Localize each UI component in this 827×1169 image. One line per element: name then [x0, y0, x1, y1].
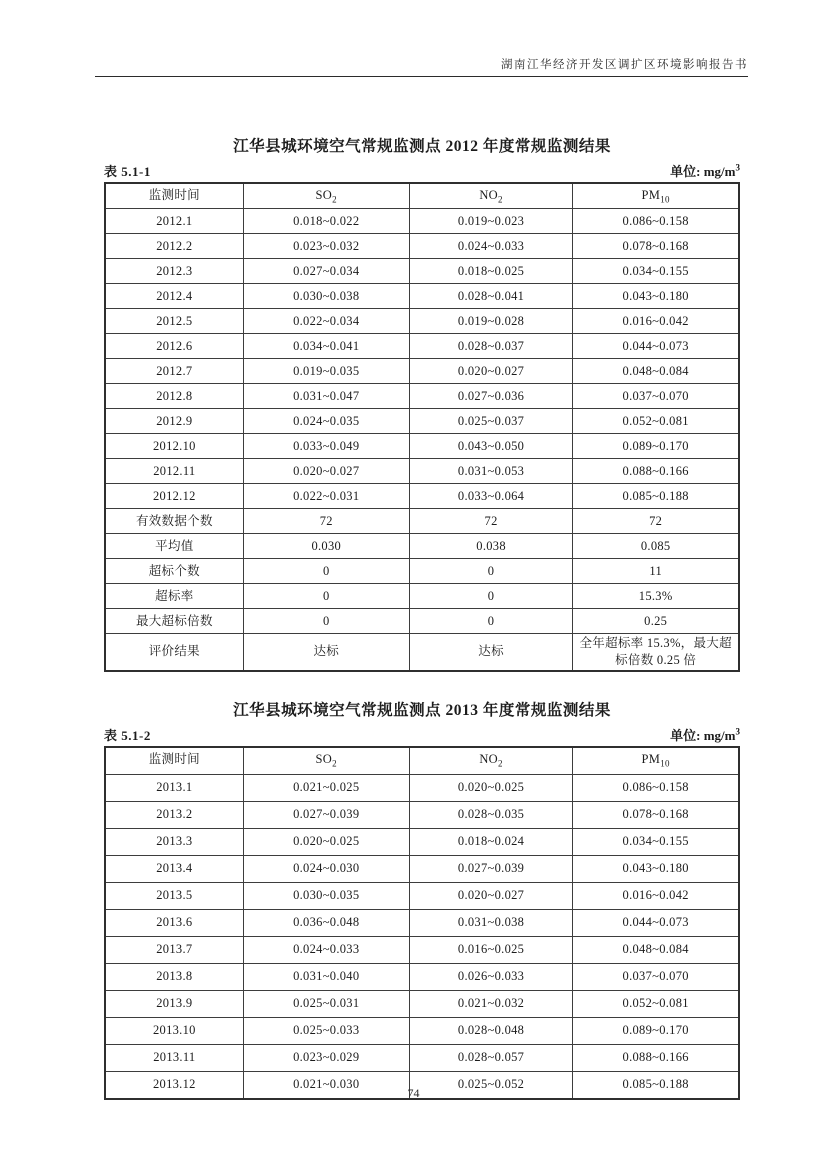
row-header-cell: 2012.1 — [105, 209, 243, 234]
value-cell: 0.044~0.073 — [573, 334, 739, 359]
table1-unit-exponent: 3 — [735, 162, 740, 173]
table-row — [105, 534, 739, 559]
row-header-cell: 2013.10 — [105, 1017, 243, 1044]
value-cell: 0.020~0.027 — [243, 459, 409, 484]
row-header-cell: 2012.3 — [105, 259, 243, 284]
value-cell: 0.038 — [409, 534, 573, 559]
value-cell: 0.020~0.027 — [409, 359, 573, 384]
value-cell: 0.085~0.188 — [573, 1071, 739, 1099]
value-cell: 0 — [409, 609, 573, 634]
table-row — [105, 209, 739, 234]
row-header-cell: 最大超标倍数 — [105, 609, 243, 634]
value-cell: 72 — [243, 509, 409, 534]
value-cell: 0.033~0.049 — [243, 434, 409, 459]
value-cell: 0.018~0.025 — [409, 259, 573, 284]
column-header-pm10: $PM_{10}$ — [573, 747, 739, 775]
table2-unit-exponent: 3 — [735, 726, 740, 737]
row-header-cell: 2013.2 — [105, 801, 243, 828]
row-header-cell: 2012.5 — [105, 309, 243, 334]
value-cell: 0.021~0.030 — [243, 1071, 409, 1099]
row-header-cell: 平均值 — [105, 534, 243, 559]
value-cell: 全年超标率 15.3%，最大超标倍数 0.25 倍 — [573, 634, 739, 671]
value-cell: 0 — [409, 559, 573, 584]
page-content — [104, 134, 740, 1100]
value-cell: 0.018~0.022 — [243, 209, 409, 234]
value-cell: 0.019~0.035 — [243, 359, 409, 384]
table-row — [105, 801, 739, 828]
value-cell: 0.025~0.031 — [243, 990, 409, 1017]
value-cell: 0.023~0.029 — [243, 1044, 409, 1071]
value-cell: 0.048~0.084 — [573, 359, 739, 384]
value-cell: 0.024~0.035 — [243, 409, 409, 434]
table2-header-row — [105, 747, 739, 775]
row-header-cell: 2012.11 — [105, 459, 243, 484]
table2-title: 江华县城环境空气常规监测点 2013 年度常规监测结果 — [233, 701, 611, 719]
table-row — [105, 882, 739, 909]
value-cell: 0.028~0.037 — [409, 334, 573, 359]
row-header-cell: 2013.6 — [105, 909, 243, 936]
column-header-time: 监测时间 — [105, 747, 243, 775]
row-header-cell: 2012.10 — [105, 434, 243, 459]
table-row — [105, 936, 739, 963]
row-header-cell: 有效数据个数 — [105, 509, 243, 534]
value-cell: 0.031~0.053 — [409, 459, 573, 484]
row-header-cell: 2012.4 — [105, 284, 243, 309]
value-cell: 0.023~0.032 — [243, 234, 409, 259]
column-header-no2: $NO_2$ — [409, 747, 573, 775]
table-row — [105, 1044, 739, 1071]
value-cell: 0.030~0.038 — [243, 284, 409, 309]
value-cell: 0.048~0.084 — [573, 936, 739, 963]
table1-header-row — [105, 183, 739, 209]
value-cell: 0.089~0.170 — [573, 434, 739, 459]
value-cell: 0.043~0.180 — [573, 855, 739, 882]
column-header-no2: $NO_2$ — [409, 183, 573, 209]
value-cell: 0.020~0.025 — [243, 828, 409, 855]
value-cell: 0.078~0.168 — [573, 234, 739, 259]
value-cell: 0.034~0.041 — [243, 334, 409, 359]
value-cell: 0.044~0.073 — [573, 909, 739, 936]
row-header-cell: 2013.1 — [105, 774, 243, 801]
row-header-cell: 2013.4 — [105, 855, 243, 882]
value-cell: 0.018~0.024 — [409, 828, 573, 855]
value-cell: 11 — [573, 559, 739, 584]
value-cell: 0.033~0.064 — [409, 484, 573, 509]
value-cell: 0.043~0.050 — [409, 434, 573, 459]
value-cell: 0.086~0.158 — [573, 209, 739, 234]
row-header-cell: 2013.11 — [105, 1044, 243, 1071]
value-cell: 0.020~0.025 — [409, 774, 573, 801]
value-cell: 0.030 — [243, 534, 409, 559]
table-row — [105, 259, 739, 284]
value-cell: 0.025~0.033 — [243, 1017, 409, 1044]
header-report-title: 湖南江华经济开发区调扩区环境影响报告书 — [501, 59, 748, 71]
value-cell: 0.024~0.033 — [243, 936, 409, 963]
value-cell: 0.019~0.028 — [409, 309, 573, 334]
value-cell: 0.028~0.057 — [409, 1044, 573, 1071]
table-row — [105, 609, 739, 634]
table-row — [105, 509, 739, 534]
row-header-cell: 2013.5 — [105, 882, 243, 909]
value-cell: 0.019~0.023 — [409, 209, 573, 234]
table-row — [105, 309, 739, 334]
row-header-cell: 2012.6 — [105, 334, 243, 359]
table2-unit-text: 单位: mg/m — [670, 727, 736, 743]
value-cell: 0.036~0.048 — [243, 909, 409, 936]
monitoring-table-2013 — [104, 746, 740, 1100]
value-cell: 0.027~0.039 — [243, 801, 409, 828]
value-cell: 达标 — [409, 634, 573, 671]
value-cell: 0.026~0.033 — [409, 963, 573, 990]
document-header — [95, 56, 748, 77]
value-cell: 0.085~0.188 — [573, 484, 739, 509]
page-number: 74 — [407, 1086, 420, 1100]
table-row — [105, 284, 739, 309]
row-header-cell: 2013.8 — [105, 963, 243, 990]
row-header-cell: 2013.3 — [105, 828, 243, 855]
value-cell: 0.020~0.027 — [409, 882, 573, 909]
value-cell: 0.021~0.032 — [409, 990, 573, 1017]
value-cell: 0.028~0.035 — [409, 801, 573, 828]
table2-label: 表 5.1-2 — [104, 727, 151, 743]
table1-title: 江华县城环境空气常规监测点 2012 年度常规监测结果 — [233, 138, 611, 155]
value-cell: 0.078~0.168 — [573, 801, 739, 828]
row-header-cell: 2013.7 — [105, 936, 243, 963]
value-cell: 0.016~0.042 — [573, 882, 739, 909]
value-cell: 0.085 — [573, 534, 739, 559]
value-cell: 0.037~0.070 — [573, 384, 739, 409]
table1-unit-text: 单位: mg/m — [670, 164, 736, 179]
table-row — [105, 334, 739, 359]
value-cell: 0 — [409, 584, 573, 609]
value-cell: 达标 — [243, 634, 409, 671]
table1-unit — [670, 161, 740, 180]
row-header-cell: 超标率 — [105, 584, 243, 609]
table-row — [105, 384, 739, 409]
table-row — [105, 1017, 739, 1044]
value-cell: 15.3% — [573, 584, 739, 609]
table-row — [105, 909, 739, 936]
value-cell: 0.024~0.030 — [243, 855, 409, 882]
value-cell: 0.088~0.166 — [573, 1044, 739, 1071]
value-cell: 0.025~0.037 — [409, 409, 573, 434]
column-header-pm10: $PM_{10}$ — [573, 183, 739, 209]
row-header-cell: 2012.9 — [105, 409, 243, 434]
table-row — [105, 990, 739, 1017]
value-cell: 0.027~0.034 — [243, 259, 409, 284]
value-cell: 0.043~0.180 — [573, 284, 739, 309]
value-cell: 0.027~0.039 — [409, 855, 573, 882]
value-cell: 0.089~0.170 — [573, 1017, 739, 1044]
value-cell: 0.016~0.025 — [409, 936, 573, 963]
table1-label: 表 5.1-1 — [104, 164, 151, 179]
row-header-cell: 2013.9 — [105, 990, 243, 1017]
table1-meta — [104, 161, 740, 180]
value-cell: 0.028~0.048 — [409, 1017, 573, 1044]
value-cell: 0.031~0.038 — [409, 909, 573, 936]
table-row — [105, 459, 739, 484]
value-cell: 0.037~0.070 — [573, 963, 739, 990]
table-row — [105, 359, 739, 384]
value-cell: 0 — [243, 559, 409, 584]
header-rule — [95, 76, 748, 77]
row-header-cell: 2012.8 — [105, 384, 243, 409]
table-row — [105, 855, 739, 882]
value-cell: 0.034~0.155 — [573, 828, 739, 855]
value-cell: 72 — [409, 509, 573, 534]
table-row — [105, 584, 739, 609]
table2-unit — [670, 725, 740, 744]
value-cell: 0.022~0.031 — [243, 484, 409, 509]
value-cell: 0 — [243, 584, 409, 609]
row-header-cell: 评价结果 — [105, 634, 243, 671]
value-cell: 0.052~0.081 — [573, 990, 739, 1017]
value-cell: 72 — [573, 509, 739, 534]
value-cell: 0.028~0.041 — [409, 284, 573, 309]
table-row — [105, 828, 739, 855]
value-cell: 0.024~0.033 — [409, 234, 573, 259]
value-cell: 0.021~0.025 — [243, 774, 409, 801]
value-cell: 0.031~0.040 — [243, 963, 409, 990]
table-row — [105, 774, 739, 801]
value-cell: 0.030~0.035 — [243, 882, 409, 909]
column-header-time: 监测时间 — [105, 183, 243, 209]
value-cell: 0.025~0.052 — [409, 1071, 573, 1099]
table-row — [105, 634, 739, 671]
value-cell: 0.016~0.042 — [573, 309, 739, 334]
row-header-cell: 2012.12 — [105, 484, 243, 509]
table-row — [105, 559, 739, 584]
value-cell: 0.034~0.155 — [573, 259, 739, 284]
row-header-cell: 2012.7 — [105, 359, 243, 384]
value-cell: 0.088~0.166 — [573, 459, 739, 484]
column-header-so2: $SO_2$ — [243, 183, 409, 209]
table-row — [105, 963, 739, 990]
monitoring-table-2012 — [104, 182, 740, 672]
table-row — [105, 234, 739, 259]
value-cell: 0.027~0.036 — [409, 384, 573, 409]
row-header-cell: 2012.2 — [105, 234, 243, 259]
table2-meta — [104, 725, 740, 744]
value-cell: 0.052~0.081 — [573, 409, 739, 434]
column-header-so2: $SO_2$ — [243, 747, 409, 775]
table-row — [105, 409, 739, 434]
value-cell: 0.022~0.034 — [243, 309, 409, 334]
value-cell: 0.25 — [573, 609, 739, 634]
table-row — [105, 434, 739, 459]
value-cell: 0.086~0.158 — [573, 774, 739, 801]
row-header-cell: 超标个数 — [105, 559, 243, 584]
row-header-cell: 2013.12 — [105, 1071, 243, 1099]
table-row — [105, 484, 739, 509]
value-cell: 0.031~0.047 — [243, 384, 409, 409]
value-cell: 0 — [243, 609, 409, 634]
